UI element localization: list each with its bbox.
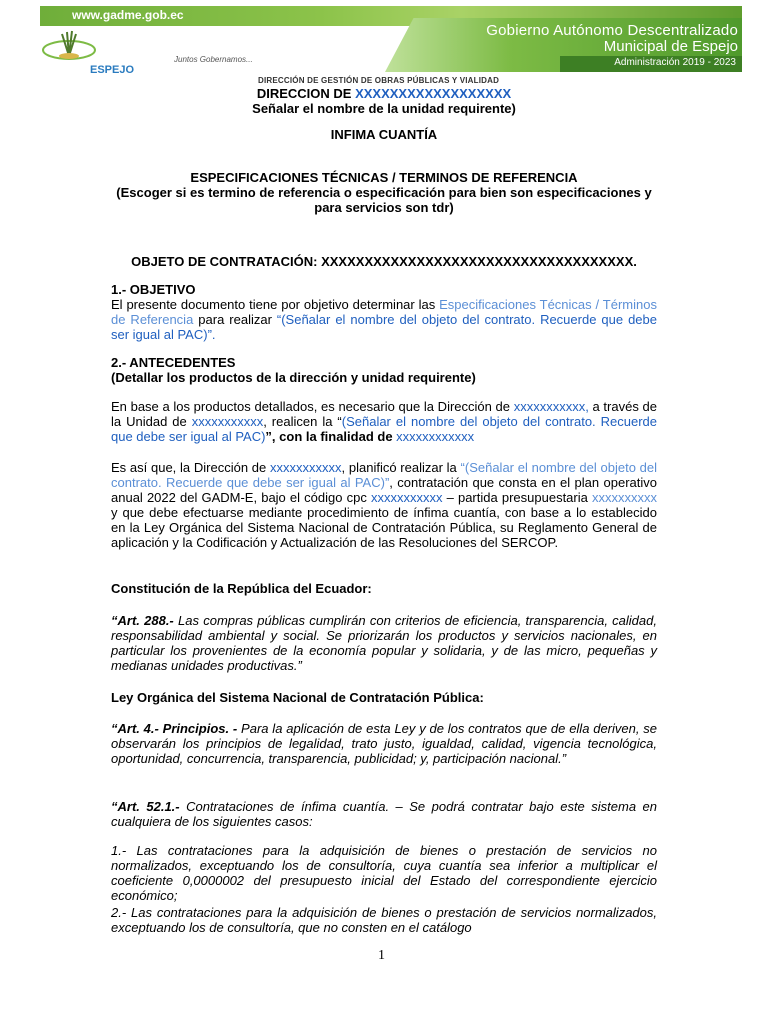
s1-text-c: para realizar [193,312,277,327]
p2-e: , contratación que consta en el plan operativo anual 2022 del GADM-E, bajo el código cpc [111,475,657,505]
direccion-line [111,86,657,101]
constitucion-title: Constitución de la República del Ecuador: [111,581,372,596]
p1-h: xxxxxxxxxxxx [396,429,475,444]
gov-name-line2: Municipal de Espejo [603,38,738,55]
direccion-value: XXXXXXXXXXXXXXXXXX [355,86,512,101]
art-52-1-label: “Art. 52.1.- [111,799,180,814]
list-item-2: 2.- Las contrataciones para la adquisición de bienes o prestación de servicios normalizados, exceptuando los de consultoría, que no consten en el catálogo [111,905,657,935]
direccion-label: DIRECCION DE [256,86,356,101]
art-4-label: “Art. 4.- Principios. - [111,721,238,736]
p2-h: xxxxxxxxxx [592,490,657,505]
art-52-1 [111,799,657,829]
art-288-label: “Art. 288.- [111,613,174,628]
infima-title: INFIMA CUANTÍA [330,127,438,142]
spec-note: (Escoger si es termino de referencia o especificación para bien son especificaciones y para servicios son tdr) [116,185,652,215]
p1-c: a través de la Unidad de [111,399,657,429]
s1-text-b: Especificaciones Técnicas / Términos de Referencia [111,297,657,327]
objeto-line: OBJETO DE CONTRATACIÓN: XXXXXXXXXXXXXXXXXXXXXXXXXXXXXXXXXXXX. [131,254,637,269]
gov-name-line1: Gobierno Autónomo Descentralizado [486,22,738,39]
section-1-text [111,297,657,342]
p2-i: y que debe efectuarse mediante procedimiento de ínfima cuantía, con base a lo establecido en la Ley Orgánica del Sistema Nacional de Contratación Pública, su Reglamento General de aplicación y la Codificación y Actualización de las Resoluciones del SERCOP. [111,505,657,550]
p1-a: En base a los productos detallados, es necesario que la Dirección de [111,399,514,414]
header-banner [40,6,742,72]
logo-text: ESPEJO [90,64,135,76]
art-52-1-text: Contrataciones de ínfima cuantía. – Se podrá contratar bajo este sistema en cualquiera de los siguientes casos: [111,799,657,829]
p2-b: xxxxxxxxxxx [270,460,342,475]
p2-g: – partida presupuestaria [442,490,592,505]
slogan: Juntos Gobernamos... [174,55,253,64]
spec-title: ESPECIFICACIONES TÉCNICAS / TERMINOS DE REFERENCIA [190,170,578,185]
department-name: DIRECCIÓN DE GESTIÓN DE OBRAS PÚBLICAS Y VIALIDAD [258,76,500,85]
unidad-note: Señalar el nombre de la unidad requirente) [252,101,516,116]
section-1-title: 1.- OBJETIVO [111,282,196,297]
art-4 [111,721,657,766]
p1-g: ”, con la finalidad de [265,429,397,444]
p1-b: xxxxxxxxxxx, [513,399,589,414]
admin-period: Administración 2019 - 2023 [614,57,736,68]
p2-a: Es así que, la Dirección de [111,460,271,475]
page-number: 1 [378,948,385,963]
p1-e: , realicen la “ [263,414,342,429]
art-4-text: Para la aplicación de esta Ley y de los contratos que de ella deriven, se observarán los principios de legalidad, trato justo, igualdad, calidad, vigencia tecnológica, oportunidad, concurrencia, transparencia, publicidad; y, participación nacional.” [111,721,658,766]
s1-text-d: “(Señalar el nombre del objeto del contrato. Recuerde que debe ser igual al PAC)”. [111,312,657,342]
list-item-1: 1.- Las contrataciones para la adquisición de bienes o prestación de servicios no normalizados, exceptuando los de consultoría, cuya cuantía sea inferior a multiplicar el coeficiente 0,0000002 del presupuesto inicial del Estado del correspondiente ejercicio económico; [111,843,657,903]
paragraph-1 [111,399,657,444]
p1-d: xxxxxxxxxxx [191,414,264,429]
ley-title: Ley Orgánica del Sistema Nacional de Contratación Pública: [111,690,484,705]
s1-text-a: El presente documento tiene por objetivo determinar las [111,297,440,312]
paragraph-2 [111,460,657,550]
p2-d: “(Señalar el nombre del objeto del contrato. Recuerde que debe ser igual al PAC)” [111,460,658,490]
website-url[interactable]: www.gadme.gob.ec [72,8,184,22]
section-2-title: 2.- ANTECEDENTES [111,355,236,370]
art-288-text: Las compras públicas cumplirán con criterios de eficiencia, transparencia, calidad, responsabilidad ambiental y social. Se priorizarán los productos y servicios nacionales, en particular los provenientes de la economía popular y solidaria, y de las micro, pequeñas y medianas unidades productivas.” [111,613,657,673]
p1-f: (Señalar el nombre del objeto del contrato. Recuerde que debe ser igual al PAC) [111,414,658,444]
p2-f: xxxxxxxxxxx [370,490,443,505]
art-288 [111,613,657,673]
section-2-note: (Detallar los productos de la dirección y unidad requirente) [111,370,476,385]
p2-c: , planificó realizar la [341,460,461,475]
